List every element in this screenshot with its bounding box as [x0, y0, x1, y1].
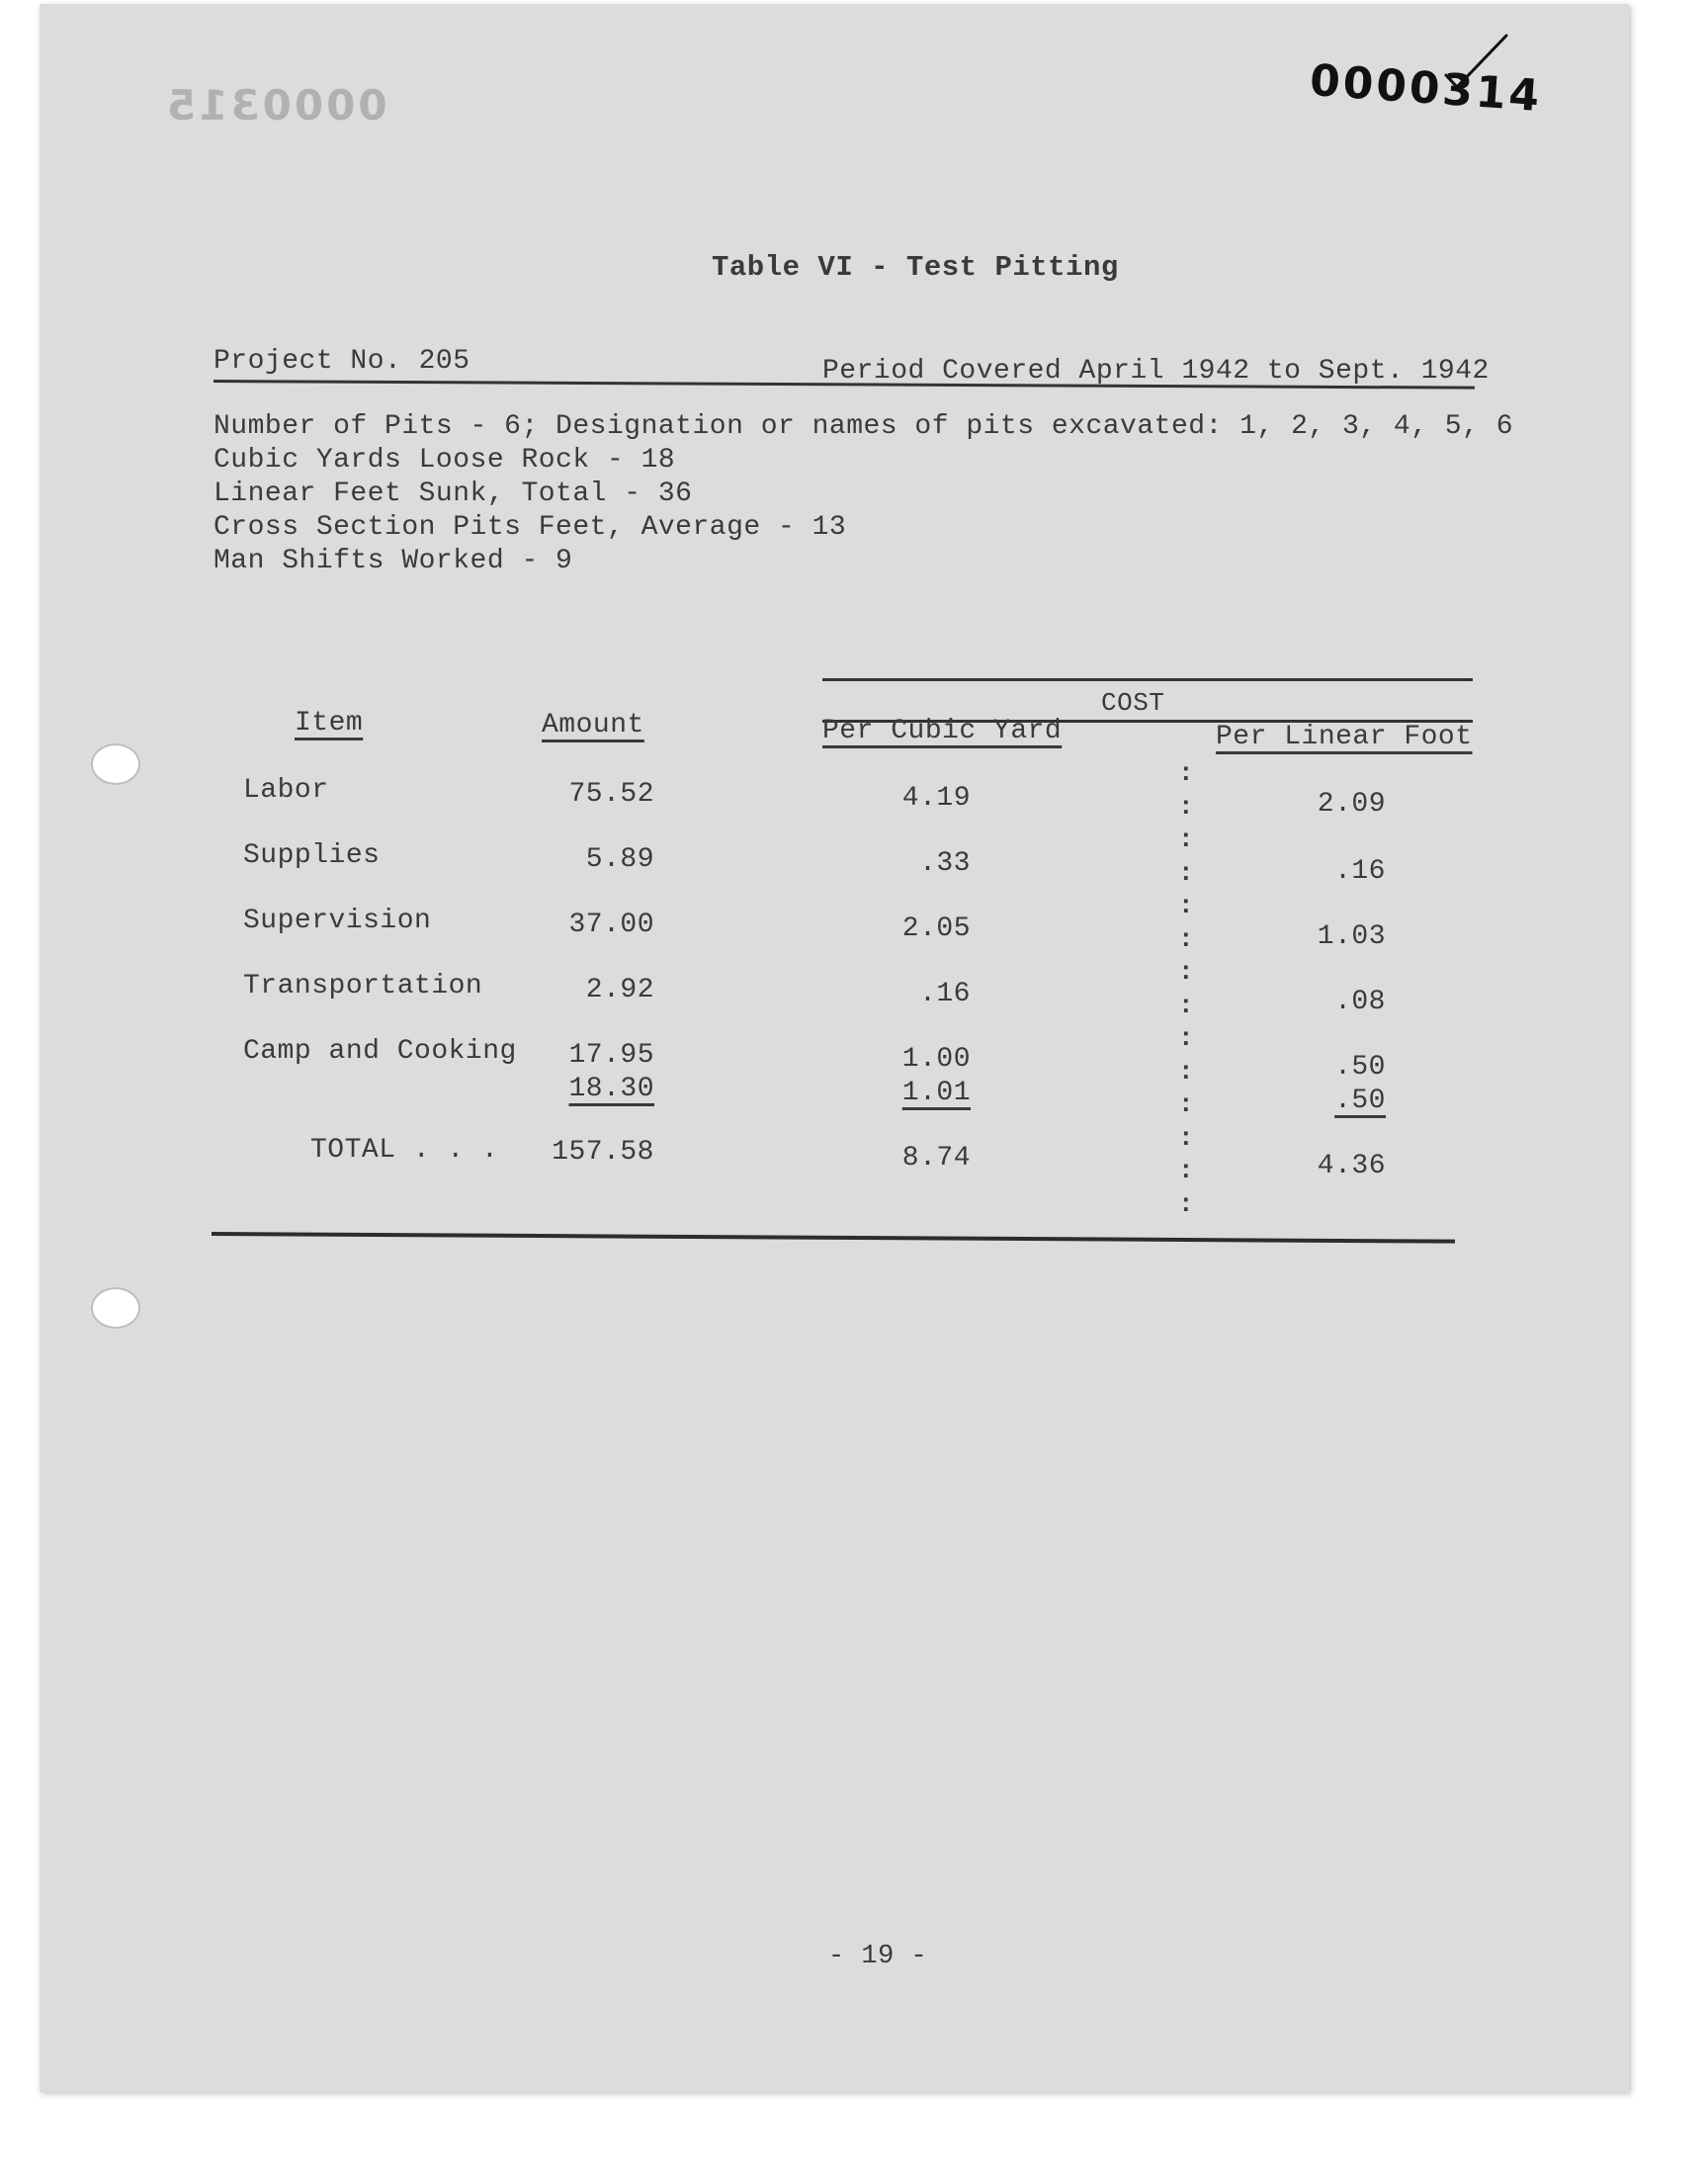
row-transportation-amount: 2.92: [585, 975, 654, 1005]
punch-hole: [91, 1287, 140, 1329]
row-transportation-per-cubic-yard: .16: [919, 979, 971, 1009]
cost-top-rule: [822, 678, 1473, 681]
row-supplies-amount: 5.89: [585, 844, 654, 875]
row-supplies-per-linear-foot: .16: [1334, 856, 1386, 887]
row-camp-per-cubic-yard-2: [830, 1078, 971, 1108]
row-supervision-per-cubic-yard: 2.05: [901, 914, 971, 944]
column-header-amount: Amount: [542, 710, 644, 740]
cost-header: COST: [1101, 688, 1165, 718]
page-number: - 19 -: [828, 1942, 928, 1971]
row-supervision-per-linear-foot: 1.03: [1317, 921, 1386, 952]
column-header-per-cubic-yard: Per Cubic Yard: [822, 716, 1063, 746]
scanned-page: [40, 4, 1629, 2092]
row-camp-per-linear-foot-2: [1255, 1086, 1386, 1116]
row-supplies-per-cubic-yard: .33: [919, 848, 971, 879]
info-man-shifts: Man Shifts Worked - 9: [214, 546, 573, 576]
column-header-per-linear-foot: Per Linear Foot: [1216, 722, 1473, 752]
row-camp-per-cubic-yard: 1.00: [901, 1044, 971, 1075]
total-amount: 157.58: [552, 1137, 654, 1168]
period-covered: Period Covered April 1942 to Sept. 1942: [822, 356, 1490, 387]
project-number: Project No. 205: [214, 346, 470, 377]
row-transportation-item: Transportation: [243, 971, 483, 1001]
row-supplies-item: Supplies: [243, 840, 381, 871]
info-linear-feet: Linear Feet Sunk, Total - 36: [214, 478, 693, 509]
row-labor-item: Labor: [243, 775, 329, 806]
row-supervision-item: Supervision: [243, 906, 432, 936]
total-per-cubic-yard: 8.74: [901, 1143, 971, 1174]
row-transportation-per-linear-foot: .08: [1334, 987, 1386, 1017]
document-stamp-number: 0000314: [1308, 54, 1544, 123]
row-labor-amount: 75.52: [568, 779, 654, 810]
table-title: Table VI - Test Pitting: [712, 251, 1119, 284]
colon-separator: : : : : : : : : : : : : : :: [1177, 758, 1195, 1219]
total-label: TOTAL . . .: [310, 1135, 499, 1166]
row-camp-per-linear-foot-2-text: .50: [1334, 1086, 1386, 1116]
row-camp-item: Camp and Cooking: [243, 1036, 517, 1067]
punch-hole: [91, 743, 140, 785]
row-labor-per-cubic-yard: 4.19: [901, 783, 971, 814]
row-labor-per-linear-foot: 2.09: [1317, 789, 1386, 820]
row-camp-amount-2-text: 18.30: [568, 1074, 654, 1104]
info-cubic-yards: Cubic Yards Loose Rock - 18: [214, 445, 676, 476]
info-cross-section: Cross Section Pits Feet, Average - 13: [214, 512, 847, 543]
row-camp-amount: 17.95: [568, 1040, 654, 1071]
row-camp-per-linear-foot: .50: [1334, 1052, 1386, 1083]
row-camp-per-cubic-yard-2-text: 1.01: [901, 1078, 971, 1108]
info-number-of-pits: Number of Pits - 6; Designation or names of pits excavated: 1, 2, 3, 4, 5, 6: [214, 411, 1514, 442]
row-supervision-amount: 37.00: [568, 910, 654, 940]
bottom-rule: [212, 1232, 1455, 1244]
total-per-linear-foot: 4.36: [1317, 1151, 1386, 1181]
row-camp-amount-2: [474, 1074, 654, 1104]
column-header-item: Item: [295, 708, 364, 739]
bleed-through-number: 0000315: [164, 81, 387, 130]
